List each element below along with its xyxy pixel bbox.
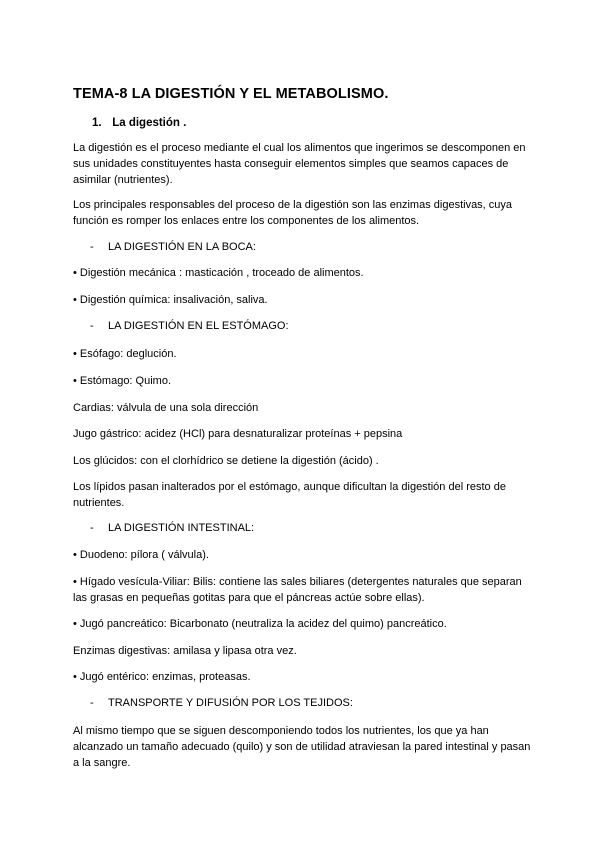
paragraph-lipidos: Los lípidos pasan inalterados por el estómago, aunque dificultan la digestión del resto de nutrientes.: [73, 481, 506, 509]
dash-marker: -: [90, 320, 94, 332]
list-item: • Duodeno: pílora ( válvula).: [73, 549, 209, 561]
text-line-cardias: Cardias: válvula de una sola dirección: [73, 402, 259, 414]
dash-marker: -: [90, 697, 94, 709]
subheading-label: LA DIGESTIÓN EN LA BOCA:: [108, 241, 256, 253]
subheading-boca: [90, 239, 256, 255]
list-item: • Jugó entérico: enzimas, proteasas.: [73, 671, 251, 683]
text-line-enzimas: Enzimas digestivas: amilasa y lipasa otra vez.: [73, 645, 297, 657]
paragraph-enzymes: Los principales responsables del proceso de la digestión son las enzimas digestivas, cuya función es romper los enlaces entre los componentes de los alimentos.: [73, 199, 513, 227]
page-title: TEMA-8 LA DIGESTIÓN Y EL METABOLISMO.: [73, 86, 389, 102]
list-item: • Hígado vesícula-Viliar: Bilis: contiene las sales biliares (detergentes naturales que separan las grasas en pequeñas gotitas para que el páncreas actúe sobre ellas).: [73, 576, 522, 604]
subheading-label: TRANSPORTE Y DIFUSIÓN POR LOS TEJIDOS:: [108, 697, 353, 709]
subheading-label: LA DIGESTIÓN EN EL ESTÓMAGO:: [108, 320, 289, 332]
subheading-transporte: [90, 695, 353, 711]
subheading-intestinal: [90, 520, 254, 536]
paragraph-transporte: Al mismo tiempo que se siguen descomponiendo todos los nutrientes, los que ya han alcanzado un tamaño adecuado (quilo) y son de utilidad atraviesan la pared intestinal y pasan a la sangre.: [73, 725, 531, 769]
subheading-label: LA DIGESTIÓN INTESTINAL:: [108, 522, 255, 534]
dash-marker: -: [90, 241, 94, 253]
list-item: • Jugó pancreático: Bicarbonato (neutraliza la acidez del quimo) pancreático.: [73, 618, 447, 630]
text-line-glucidos: Los glúcidos: con el clorhídrico se detiene la digestión (ácido) .: [73, 455, 379, 467]
paragraph-definition: La digestión es el proceso mediante el cual los alimentos que ingerimos se descomponen en sus unidades constituyentes hasta conseguir elementos simples que seamos capaces de asimilar (nutrientes).: [73, 142, 526, 186]
list-item: • Digestión mecánica : masticación , troceado de alimentos.: [73, 267, 364, 279]
list-item: • Estómago: Quimo.: [73, 375, 172, 387]
section-heading: [92, 117, 186, 129]
subheading-estomago: [90, 318, 289, 334]
dash-marker: -: [90, 522, 94, 534]
text-line-jugo: Jugo gástrico: acidez (HCl) para desnaturalizar proteínas + pepsina: [73, 428, 403, 440]
list-item: • Esófago: deglución.: [73, 348, 177, 360]
section-label: La digestión .: [112, 117, 187, 129]
section-number: 1.: [92, 117, 102, 129]
list-item: • Digestión química: insalivación, saliva.: [73, 294, 268, 306]
